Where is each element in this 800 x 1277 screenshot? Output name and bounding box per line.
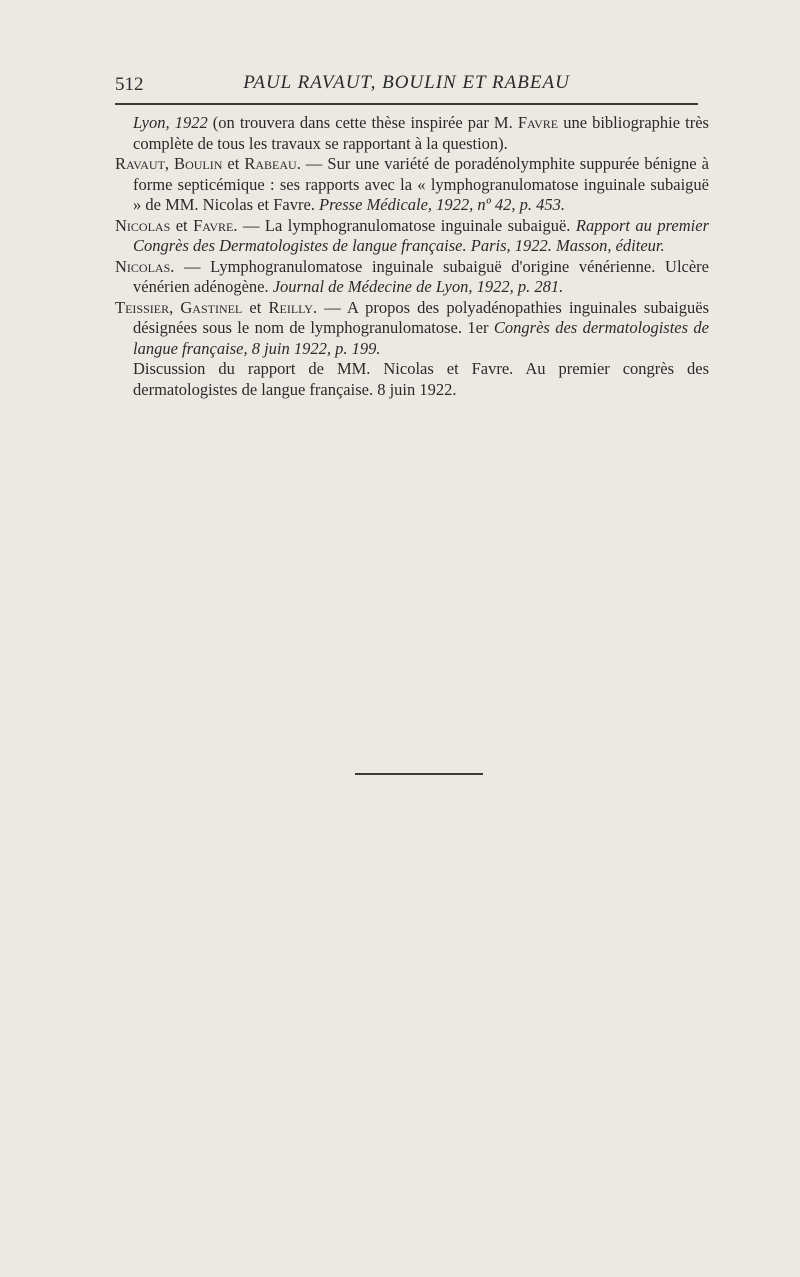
reference-journal: Journal de Médecine de Lyon, 1922, p. 281. bbox=[272, 277, 564, 296]
reference-text: . — A propos des polyadénopathies inguinales subaiguës désignées sous le nom de lymphogranulomatose. 1er bbox=[133, 297, 709, 337]
reference-entry bbox=[115, 257, 709, 298]
reference-entry bbox=[115, 298, 709, 360]
running-title: PAUL RAVAUT, BOULIN ET RABEAU bbox=[243, 72, 570, 93]
reference-author: Favre bbox=[193, 215, 234, 235]
reference-author: Reilly bbox=[268, 297, 313, 317]
reference-author: Favre bbox=[517, 113, 559, 132]
end-rule bbox=[355, 773, 483, 775]
reference-entry bbox=[115, 216, 709, 257]
reference-conjunction: et bbox=[222, 154, 245, 173]
reference-list bbox=[115, 113, 709, 400]
reference-author: Teissier, Gastinel bbox=[115, 297, 243, 317]
reference-text: . — Lymphogranulomatose inguinale subaiguë d'origine vénérienne. Ulcère vénérien adénogène. bbox=[133, 256, 709, 296]
reference-author: Ravaut, Boulin bbox=[115, 154, 223, 173]
reference-journal: Rapport au premier Congrès des Dermatologistes de langue française. Paris, 1922. Masson, éditeur. bbox=[133, 215, 709, 255]
reference-continuation bbox=[115, 113, 709, 154]
page-header bbox=[115, 70, 698, 98]
reference-author: Rabeau bbox=[244, 154, 297, 173]
page-number: 512 bbox=[115, 74, 144, 95]
reference-journal: Congrès des dermatologistes de langue française, 8 juin 1922, p. 199. bbox=[133, 318, 710, 358]
reference-journal: Presse Médicale, 1922, nº 42, p. 453. bbox=[319, 195, 566, 214]
reference-conjunction: et bbox=[170, 215, 194, 235]
reference-text: (on trouvera dans cette thèse inspirée par M. bbox=[207, 113, 518, 132]
reference-conjunction: et bbox=[242, 297, 269, 317]
reference-entry bbox=[115, 154, 709, 216]
header-rule bbox=[115, 103, 698, 105]
reference-note: Discussion du rapport de MM. Nicolas et Favre. Au premier congrès des dermatologistes de langue française. 8 juin 1922. bbox=[133, 359, 709, 399]
reference-text: . — La lymphogranulomatose inguinale subaiguë. bbox=[233, 215, 576, 235]
reference-place-year: Lyon, 1922 bbox=[133, 113, 208, 132]
reference-text: une bibliographie très complète de tous les travaux se rapportant à la question). bbox=[133, 113, 709, 153]
reference-author: Nicolas bbox=[115, 215, 171, 235]
reference-text: . — Sur une variété de poradénolymphite suppurée bénigne à forme septicémique : ses rapports avec la « lymphogranulomatose inguinale subaiguë » de MM. Nicolas et Favre. bbox=[133, 154, 709, 214]
reference-author: Nicolas bbox=[115, 256, 171, 276]
